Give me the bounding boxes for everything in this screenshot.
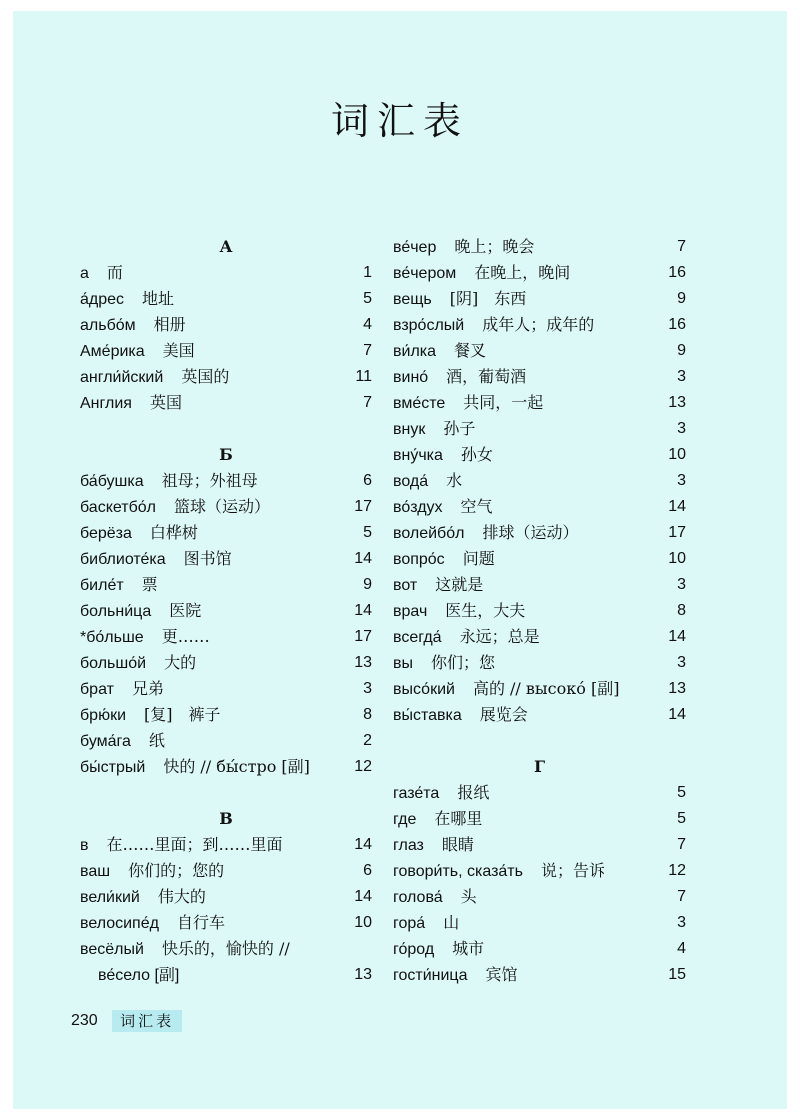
entry-lesson: 7 xyxy=(677,836,686,853)
section-heading-a: А xyxy=(219,237,233,256)
entry-lesson: 7 xyxy=(677,888,686,905)
entry-word: во́здух xyxy=(393,499,443,516)
entry-translation: 祖母；外祖母 xyxy=(161,471,258,490)
vocab-entry xyxy=(393,676,686,702)
entry-word: ба́бушка xyxy=(80,473,144,490)
entry-lesson: 3 xyxy=(677,368,686,385)
entry-word: а xyxy=(80,265,89,282)
entry-word: *бо́льше xyxy=(80,629,144,646)
entry-word: англи́йский xyxy=(80,369,164,386)
entry-word: больни́ца xyxy=(80,603,152,620)
entry-lesson: 3 xyxy=(677,914,686,931)
vocab-entry xyxy=(393,936,686,962)
page-number: 230 xyxy=(71,1012,98,1029)
entry-lesson: 17 xyxy=(354,498,372,515)
entry-lesson: 7 xyxy=(363,342,372,359)
vocab-entry xyxy=(393,572,686,598)
vocab-entry xyxy=(80,624,372,650)
entry-word: берёза xyxy=(80,525,132,542)
entry-translation: 眼睛 xyxy=(441,835,474,854)
entry-lesson: 9 xyxy=(363,576,372,593)
vocab-entry xyxy=(393,598,686,624)
vocab-entry xyxy=(393,780,686,806)
entry-word: врач xyxy=(393,603,428,620)
vocab-entry xyxy=(393,416,686,442)
vocab-entry xyxy=(80,702,372,728)
entry-translation: 图书馆 xyxy=(183,549,232,568)
entry-lesson: 7 xyxy=(677,238,686,255)
entry-translation: 展览会 xyxy=(479,705,528,724)
entry-word: взро́слый xyxy=(393,317,465,334)
page-title: 词汇表 xyxy=(330,99,469,143)
entry-translation: 在哪里 xyxy=(434,809,483,828)
entry-lesson: 14 xyxy=(668,706,686,723)
entry-word: вино́ xyxy=(393,369,429,386)
entry-lesson: 17 xyxy=(668,524,686,541)
entries-v-right xyxy=(393,234,686,728)
entry-lesson: 14 xyxy=(354,550,372,567)
entry-translation: 医院 xyxy=(169,601,202,620)
entry-lesson: 14 xyxy=(354,836,372,853)
entry-lesson: 2 xyxy=(363,732,372,749)
entry-word: а́дрес xyxy=(80,291,125,308)
entry-lesson: 12 xyxy=(668,862,686,879)
vocab-entry xyxy=(80,286,372,312)
entry-translation: 说；告诉 xyxy=(540,861,605,880)
entry-word: Англия xyxy=(80,395,132,412)
entry-word: гости́ница xyxy=(393,967,468,984)
entry-word: бы́стрый xyxy=(80,759,146,776)
entry-lesson: 11 xyxy=(355,368,372,385)
entry-word: гора́ xyxy=(393,915,426,932)
entry-lesson: 4 xyxy=(363,316,372,333)
entry-word: высо́кий xyxy=(393,681,455,698)
entry-lesson: 13 xyxy=(668,394,686,411)
entry-translation: 美国 xyxy=(162,341,195,360)
entry-translation: 空气 xyxy=(460,497,493,516)
right-column xyxy=(393,234,686,988)
entry-translation: 孙子 xyxy=(443,419,476,438)
entry-word: вме́сте xyxy=(393,395,446,412)
entry-lesson: 3 xyxy=(677,576,686,593)
vocab-entry xyxy=(393,338,686,364)
entry-lesson: 15 xyxy=(668,966,686,983)
entry-word: волейбо́л xyxy=(393,525,465,542)
vocab-entry xyxy=(393,364,686,390)
entry-translation: [复] 裤子 xyxy=(144,705,221,724)
vocab-entry xyxy=(393,650,686,676)
entry-translation: 在晚上，晚间 xyxy=(474,263,571,282)
entry-word: ваш xyxy=(80,863,111,880)
vocab-entry xyxy=(80,520,372,546)
vocab-entry xyxy=(80,754,372,780)
vocab-entry xyxy=(393,624,686,650)
entry-translation: 篮球（运动） xyxy=(173,497,270,516)
entry-lesson: 9 xyxy=(677,342,686,359)
entry-translation: 相册 xyxy=(153,315,186,334)
entry-translation: 在……里面；到……里面 xyxy=(106,835,283,854)
entry-translation: 城市 xyxy=(452,939,485,958)
vocab-entry xyxy=(393,858,686,884)
entry-lesson: 1 xyxy=(363,264,372,281)
entry-translation: 英国 xyxy=(149,393,182,412)
entry-lesson: 5 xyxy=(677,784,686,801)
vocab-entry xyxy=(393,234,686,260)
vocab-entry-continuation xyxy=(80,962,372,988)
entries-a xyxy=(80,260,372,416)
entry-word: весёлый xyxy=(80,941,144,958)
entry-word: брю́ки xyxy=(80,707,126,724)
entry-translation: 兄弟 xyxy=(131,679,164,698)
entry-word: библиоте́ка xyxy=(80,551,166,568)
vocab-entry xyxy=(393,260,686,286)
vocab-entry xyxy=(80,494,372,520)
vocab-entry xyxy=(393,494,686,520)
entry-word: велосипе́д xyxy=(80,915,159,932)
entry-lesson: 12 xyxy=(354,758,372,775)
vocab-entry xyxy=(80,858,372,884)
entry-translation: 永远；总是 xyxy=(459,627,540,646)
vocab-entry xyxy=(80,832,372,858)
entry-lesson: 7 xyxy=(363,394,372,411)
entry-word: ве́чер xyxy=(393,239,437,256)
vocab-entry xyxy=(393,884,686,910)
entry-translation: 孙女 xyxy=(460,445,493,464)
vocab-entry xyxy=(393,520,686,546)
entry-word: голова́ xyxy=(393,889,443,906)
entry-word: вода́ xyxy=(393,473,429,490)
entry-translation: 水 xyxy=(446,471,463,490)
section-heading-v: В xyxy=(219,809,233,828)
entry-lesson: 13 xyxy=(668,680,686,697)
footer-label: 词汇表 xyxy=(112,1010,182,1032)
vocab-entry xyxy=(80,728,372,754)
entry-lesson: 5 xyxy=(677,810,686,827)
entry-lesson: 13 xyxy=(354,966,372,983)
entry-word: брат xyxy=(80,681,114,698)
entry-word: где xyxy=(393,811,417,828)
entries-b xyxy=(80,468,372,780)
vocab-entry xyxy=(80,676,372,702)
page-footer xyxy=(71,1010,182,1032)
entry-word: вопро́с xyxy=(393,551,445,568)
entry-lesson: 17 xyxy=(354,628,372,645)
entry-translation: 共同，一起 xyxy=(463,393,544,412)
entry-lesson: 14 xyxy=(354,602,372,619)
entry-translation: 成年人；成年的 xyxy=(482,315,595,334)
vocab-entry xyxy=(393,702,686,728)
entry-lesson: 10 xyxy=(668,446,686,463)
vocab-entry xyxy=(393,832,686,858)
entry-translation: 纸 xyxy=(148,731,165,750)
entry-translation: 你们；您 xyxy=(431,653,496,672)
entry-lesson: 8 xyxy=(363,706,372,723)
entry-word: вели́кий xyxy=(80,889,140,906)
entry-lesson: 4 xyxy=(677,940,686,957)
entry-translation: 票 xyxy=(141,575,158,594)
entry-word: глаз xyxy=(393,837,424,854)
entry-lesson: 3 xyxy=(363,680,372,697)
entry-lesson: 9 xyxy=(677,290,686,307)
entry-translation: 白桦树 xyxy=(149,523,198,542)
section-heading-b: Б xyxy=(219,445,233,464)
vocab-entry xyxy=(80,546,372,572)
vocab-entry xyxy=(393,442,686,468)
entry-lesson: 10 xyxy=(668,550,686,567)
vocab-entry xyxy=(80,260,372,286)
vocab-entry xyxy=(80,390,372,416)
entry-word: ви́лка xyxy=(393,343,437,360)
entry-lesson: 14 xyxy=(668,498,686,515)
entry-translation: 而 xyxy=(106,263,123,282)
entry-lesson: 13 xyxy=(354,654,372,671)
entry-word: вы́ставка xyxy=(393,707,462,724)
entry-word: говори́ть, сказа́ть xyxy=(393,863,523,880)
vocab-entry xyxy=(393,468,686,494)
entries-v-left xyxy=(80,832,372,962)
entry-lesson: 8 xyxy=(677,602,686,619)
vocab-entry xyxy=(393,962,686,988)
entry-translation: 餐叉 xyxy=(454,341,487,360)
entry-translation: 大的 xyxy=(164,653,197,672)
left-column xyxy=(80,234,372,988)
entry-lesson: 3 xyxy=(677,472,686,489)
entry-translation: 更…… xyxy=(161,627,210,646)
entry-translation: 自行车 xyxy=(176,913,225,932)
vocab-entry xyxy=(80,910,372,936)
entry-lesson: 3 xyxy=(677,654,686,671)
entry-word: вещь xyxy=(393,291,432,308)
entry-translation: 问题 xyxy=(462,549,495,568)
entry-word: ве́чером xyxy=(393,265,457,282)
vocab-entry xyxy=(80,312,372,338)
entry-lesson: 6 xyxy=(363,862,372,879)
vocab-entry xyxy=(80,364,372,390)
entry-word: Аме́рика xyxy=(80,343,145,360)
entry-lesson: 14 xyxy=(354,888,372,905)
vocab-entry xyxy=(393,910,686,936)
entry-translation: 排球（运动） xyxy=(482,523,579,542)
entry-translation: 地址 xyxy=(142,289,175,308)
entry-word: вну́чка xyxy=(393,447,443,464)
vocab-entry xyxy=(393,806,686,832)
entry-translation: 医生，大夫 xyxy=(445,601,526,620)
entry-word: баскетбо́л xyxy=(80,499,156,516)
entry-word: го́род xyxy=(393,941,435,958)
entry-translation: 晚上；晚会 xyxy=(454,237,535,256)
entry-word: вы xyxy=(393,655,413,672)
entry-lesson: 16 xyxy=(668,264,686,281)
entry-translation: 伟大的 xyxy=(157,887,206,906)
entry-lesson: 14 xyxy=(668,628,686,645)
vocab-entry xyxy=(393,286,686,312)
vocab-entry xyxy=(80,338,372,364)
entry-translation: 宾馆 xyxy=(485,965,518,984)
entry-translation: 高的 // высоко́ [副] xyxy=(472,679,620,698)
entry-word: ве́село [副] xyxy=(98,967,180,984)
section-heading-g: Г xyxy=(533,757,546,776)
entry-word: всегда́ xyxy=(393,629,442,646)
entry-lesson: 5 xyxy=(363,524,372,541)
vocab-entry xyxy=(80,650,372,676)
entry-lesson: 5 xyxy=(363,290,372,307)
entry-word: в xyxy=(80,837,89,854)
entry-word: газе́та xyxy=(393,785,440,802)
entry-translation: 快乐的，愉快的 // xyxy=(161,939,290,958)
entry-translation: 山 xyxy=(443,913,460,932)
entry-word: внук xyxy=(393,421,426,438)
vocab-entry xyxy=(80,572,372,598)
entry-word: биле́т xyxy=(80,577,124,594)
vocab-entry xyxy=(80,598,372,624)
entry-word: большо́й xyxy=(80,655,147,672)
entry-word: вот xyxy=(393,577,418,594)
vocab-entry xyxy=(80,468,372,494)
entry-translation: 快的 // бы́стро [副] xyxy=(163,757,310,776)
entry-translation: 英国的 xyxy=(181,367,230,386)
entry-lesson: 3 xyxy=(677,420,686,437)
vocab-entry xyxy=(80,936,372,962)
entry-translation: 你们的；您的 xyxy=(128,861,225,880)
entry-lesson: 16 xyxy=(668,316,686,333)
vocab-entry xyxy=(393,390,686,416)
entry-translation: 报纸 xyxy=(457,783,490,802)
vocab-entry xyxy=(393,312,686,338)
vocab-entry xyxy=(80,884,372,910)
entry-translation: 这就是 xyxy=(435,575,484,594)
entry-lesson: 6 xyxy=(363,472,372,489)
vocab-entry xyxy=(393,546,686,572)
entries-g xyxy=(393,780,686,988)
entry-translation: 头 xyxy=(460,887,477,906)
entry-lesson: 10 xyxy=(354,914,372,931)
entry-word: бума́га xyxy=(80,733,131,750)
entry-translation: [阴] 东西 xyxy=(449,289,527,308)
entry-translation: 酒，葡萄酒 xyxy=(446,367,527,386)
entry-word: альбо́м xyxy=(80,317,136,334)
